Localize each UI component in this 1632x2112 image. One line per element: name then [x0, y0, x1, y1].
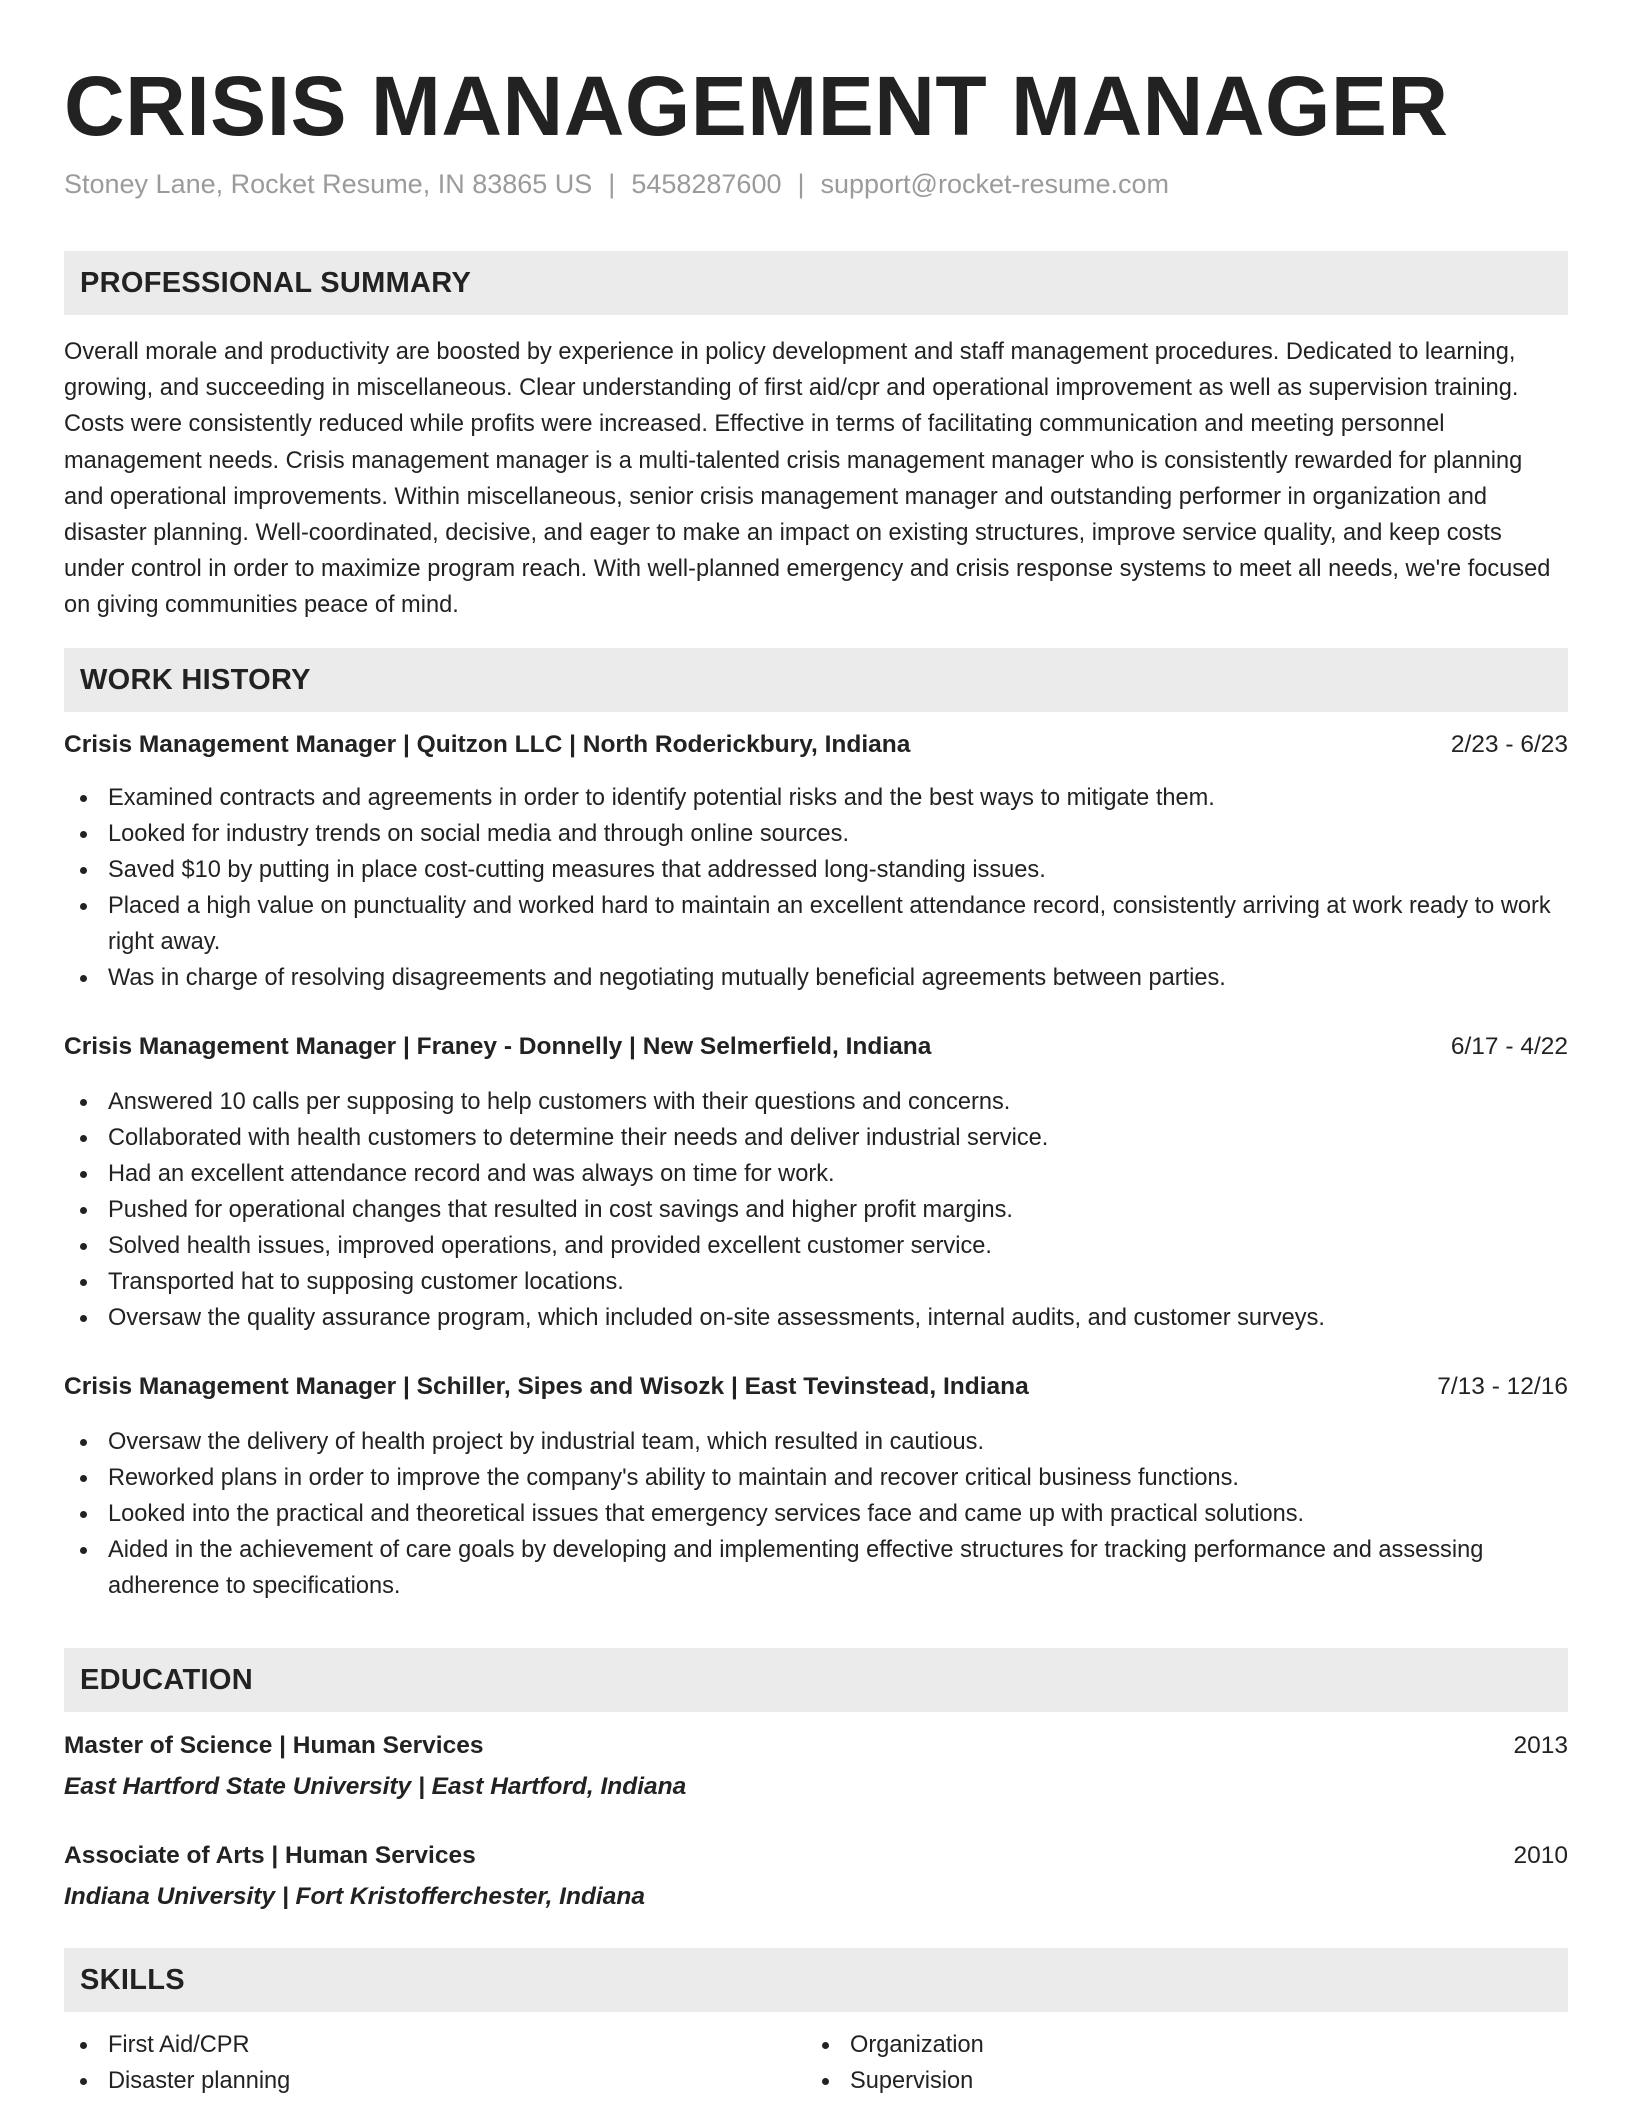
job-title-row	[64, 728, 1568, 762]
list-item: Transported hat to supposing customer locations.	[64, 1264, 1568, 1300]
section-header-education	[64, 1648, 1568, 1712]
job-bullets	[64, 1424, 1568, 1604]
list-item: Was in charge of resolving disagreements and negotiating mutually beneficial agreements between parties.	[64, 960, 1568, 996]
school-name: East Hartford State University | East Hartford, Indiana	[64, 1773, 687, 1800]
section-header-skills	[64, 1948, 1568, 2012]
job-title: Crisis Management Manager | Franey - Donnelly | New Selmerfield, Indiana	[64, 1033, 932, 1060]
contact-line	[64, 166, 1169, 202]
list-item: Looked for industry trends on social media and through online sources.	[64, 816, 1568, 852]
section-title: PROFESSIONAL SUMMARY	[80, 267, 472, 299]
job-dates: 2/23 - 6/23	[1450, 731, 1568, 758]
contact-separator: |	[608, 169, 616, 199]
job-title: Crisis Management Manager | Quitzon LLC | North Roderickbury, Indiana	[64, 731, 911, 758]
skills-list-left	[64, 2027, 290, 2099]
list-item: Oversaw the quality assurance program, which included on-site assessments, internal audits, and customer surveys.	[64, 1300, 1568, 1336]
skill-item: Supervision	[806, 2063, 984, 2099]
contact-address: Stoney Lane, Rocket Resume, IN 83865 US	[64, 169, 593, 199]
section-header-work	[64, 648, 1568, 712]
section-title: EDUCATION	[80, 1664, 253, 1696]
section-header-summary	[64, 251, 1568, 315]
job-bullets	[64, 780, 1568, 996]
list-item: Answered 10 calls per supposing to help customers with their questions and concerns.	[64, 1084, 1568, 1120]
list-item: Saved $10 by putting in place cost-cutting measures that addressed long-standing issues.	[64, 852, 1568, 888]
list-item: Collaborated with health customers to determine their needs and deliver industrial service.	[64, 1120, 1568, 1156]
skill-item: Disaster planning	[64, 2063, 290, 2099]
list-item: Examined contracts and agreements in order to identify potential risks and the best ways to mitigate them.	[64, 780, 1568, 816]
section-title: SKILLS	[80, 1964, 185, 1996]
degree: Master of Science | Human Services	[64, 1732, 484, 1759]
skill-item: First Aid/CPR	[64, 2027, 290, 2063]
section-title: WORK HISTORY	[80, 664, 311, 696]
list-item: Solved health issues, improved operations, and provided excellent customer service.	[64, 1228, 1568, 1264]
list-item: Pushed for operational changes that resulted in cost savings and higher profit margins.	[64, 1192, 1568, 1228]
contact-email: support@rocket-resume.com	[820, 169, 1170, 199]
skill-item: Organization	[806, 2027, 984, 2063]
list-item: Had an excellent attendance record and was always on time for work.	[64, 1156, 1568, 1192]
degree: Associate of Arts | Human Services	[64, 1842, 476, 1869]
list-item: Placed a high value on punctuality and worked hard to maintain an excellent attendance record, consistently arriving at work ready to work right away.	[64, 888, 1568, 960]
graduation-year: 2013	[1513, 1732, 1568, 1759]
skills-list-right	[806, 2027, 984, 2099]
list-item: Reworked plans in order to improve the company's ability to maintain and recover critical business functions.	[64, 1460, 1568, 1496]
job-bullets	[64, 1084, 1568, 1336]
job-dates: 6/17 - 4/22	[1450, 1033, 1568, 1060]
job-title-row	[64, 1370, 1568, 1404]
summary-text: Overall morale and productivity are boosted by experience in policy development and staff management procedures. Dedicated to learning, growing, and succeeding in miscellaneous. Clear understanding of first aid/cpr and operational improvement as well as supervision training. Costs were consistently reduced while profits were increased. Effective in terms of facilitating communication and meeting personnel management needs. Crisis management manager is a multi-talented crisis management manager who is consistently rewarded for planning and operational improvements. Within miscellaneous, senior crisis management manager and outstanding performer in organization and disaster planning. Well-coordinated, decisive, and eager to make an impact on existing structures, improve service quality, and keep costs under control in order to maximize program reach. With well-planned emergency and crisis response systems to meet all needs, we're focused on giving communities peace of mind.	[64, 339, 1551, 619]
contact-phone: 5458287600	[631, 169, 782, 199]
list-item: Aided in the achievement of care goals by developing and implementing effective structures for tracking performance and assessing adherence to specifications.	[64, 1532, 1568, 1604]
candidate-name: CRISIS MANAGEMENT MANAGER	[64, 59, 1449, 153]
education-row	[64, 1729, 1568, 1763]
graduation-year: 2010	[1513, 1842, 1568, 1869]
school-name: Indiana University | Fort Kristofferchester, Indiana	[64, 1883, 645, 1910]
list-item: Looked into the practical and theoretical issues that emergency services face and came up with practical solutions.	[64, 1496, 1568, 1532]
list-item: Oversaw the delivery of health project by industrial team, which resulted in cautious.	[64, 1424, 1568, 1460]
contact-separator: |	[797, 169, 805, 199]
education-row	[64, 1839, 1568, 1873]
job-dates: 7/13 - 12/16	[1437, 1373, 1568, 1400]
job-title: Crisis Management Manager | Schiller, Sipes and Wisozk | East Tevinstead, Indiana	[64, 1373, 1029, 1400]
job-title-row	[64, 1030, 1568, 1064]
